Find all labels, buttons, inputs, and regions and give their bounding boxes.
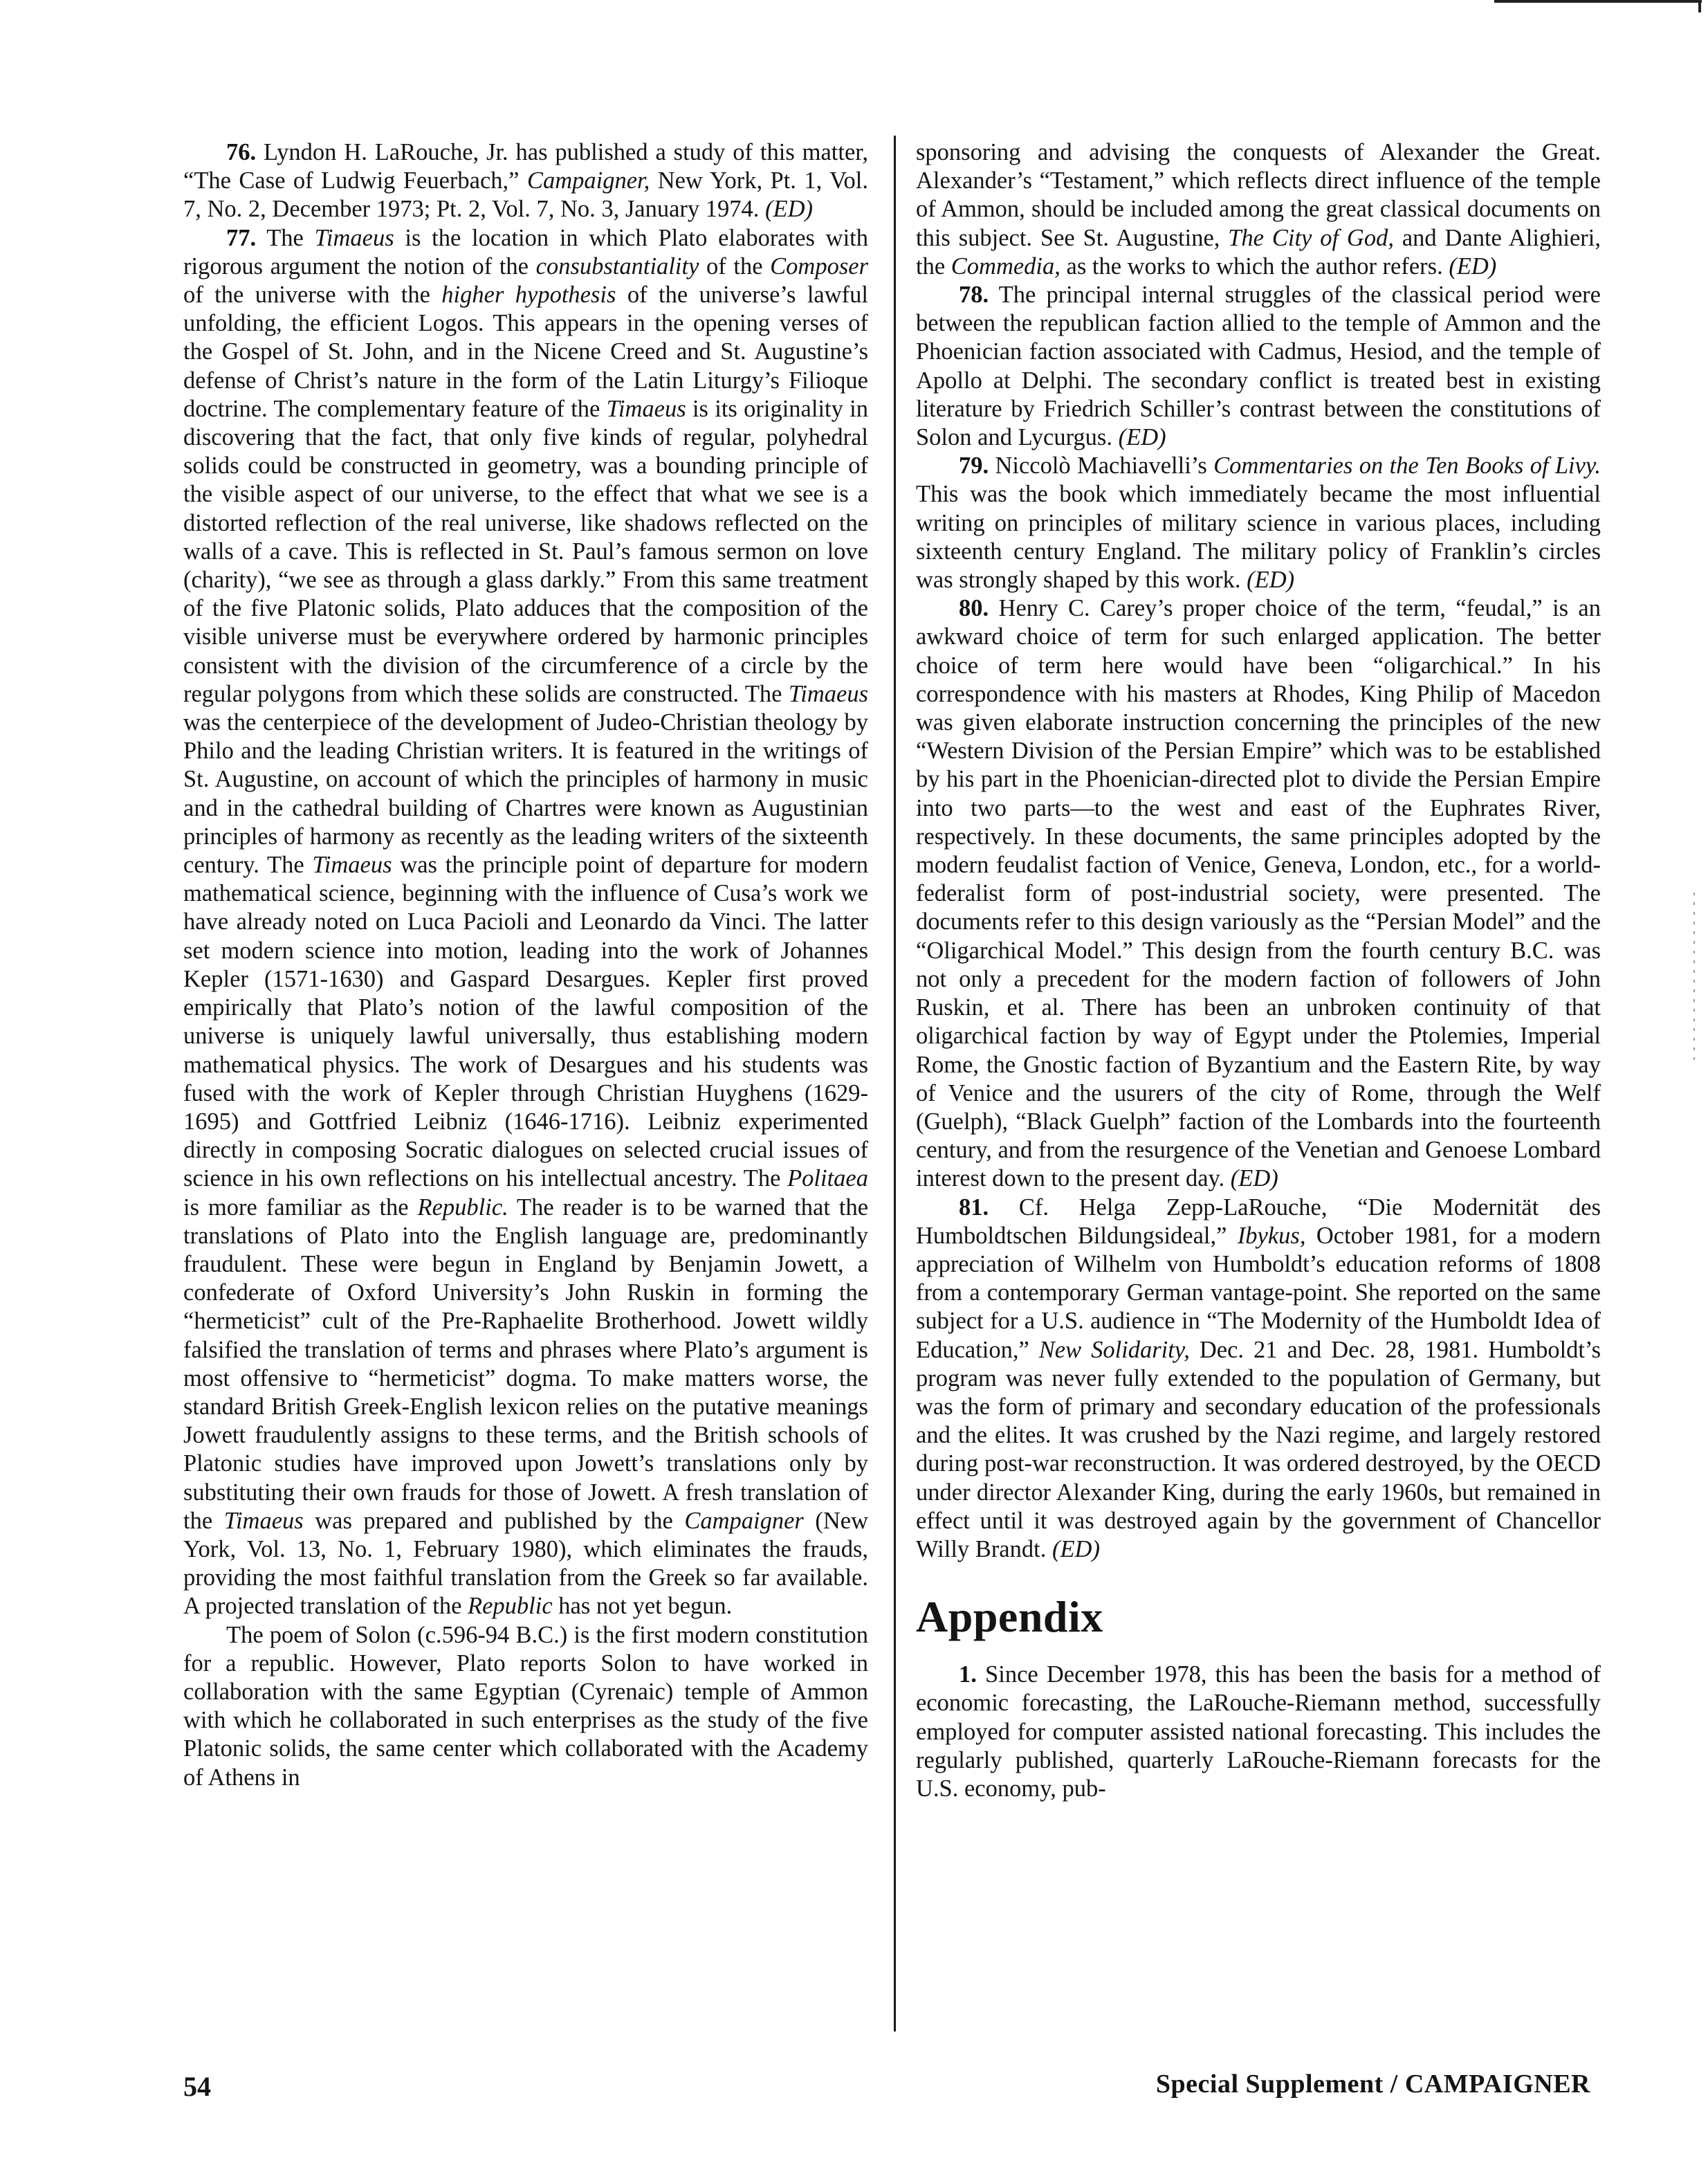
left-column <box>183 138 868 1792</box>
right-column <box>916 138 1601 1803</box>
footnote-number: 81. <box>959 1194 989 1221</box>
footnote-79: 79. Niccolò Machiavelli’s Commentaries on the Ten Books of Livy. This was the book which immediately became the most influential writing on principles of military science in various places, including sixteenth century England. The military policy of Franklin’s circles was strongly shaped by this work. (ED) <box>916 453 1601 594</box>
footnote-80: 80. Henry C. Carey’s proper choice of the term, “feudal,” is an awkward choice of term for such enlarged application. The better choice of term here would have been “oligarchical.” In his correspondence with his masters at Rhodes, King Philip of Macedon was given elaborate instruction concerning the principles of the new “Western Division of the Persian Empire” which was to be established by his part in the Phoenician-directed plot to divide the Persian Empire into two parts—to the west and east of the Euphrates River, respectively. In these documents, the same principles adopted by the modern feudalist faction of Venice, Geneva, London, etc., for a world-federalist form of post-industrial society, were presented. The documents refer to this design variously as the “Persian Model” and the “Oligarchical Model.” This design from the fourth century B.C. was not only a precedent for the modern faction of followers of John Ruskin, et al. There has been an unbroken continuity of that oligarchical faction by way of Egypt under the Ptolemies, Imperial Rome, the Gnostic faction of Byzantium and the Eastern Rite, by way of Venice and the usurers of the city of Rome, through the Welf (Guelph), “Black Guelph” faction of the Lombards into the fourteenth century, and from the resurgence of the Venetian and Genoese Lombard interest down to the present day. (ED) <box>916 595 1601 1192</box>
solon-paragraph: The poem of Solon (c.596-94 B.C.) is the first modern constitution for a republic. However, Plato reports Solon to have worked in collaboration with the same Egyptian (Cyrenaic) temple of Ammon with which he collaborated in such enterprises as the study of the five Platonic solids, the same center which collaborated with the Academy of Athens in <box>183 1621 868 1791</box>
column-rule <box>894 136 896 2031</box>
footnote-number: 1. <box>959 1661 977 1688</box>
footnote-77: 77. The Timaeus is the location in which Plato elaborates with rigorous argument the notion of the consubstantiality of the Composer of the universe with the higher hypothesis of the universe’s lawful unfolding, the efficient Logos. This appears in the opening verses of the Gospel of St. John, and in the Nicene Creed and St. Augustine’s defense of Christ’s nature in the form of the Latin Liturgy’s Filioque doctrine. The complementary feature of the Timaeus is its originality in discovering that the fact, that only five kinds of regular, polyhedral solids could be constructed in geometry, was a bounding principle of the visible aspect of our universe, to the effect that what we see is a distorted reflection of the real universe, like shadows reflected on the walls of a cave. This is reflected in St. Paul’s famous sermon on love (charity), “we see as through a glass darkly.” From this same treatment of the five Platonic solids, Plato adduces that the composition of the visible universe must be everywhere ordered by harmonic principles consistent with the division of the circumference of a circle by the regular polygons from which these solids are constructed. The Timaeus was the centerpiece of the development of Judeo-Christian theology by Philo and the leading Christian writers. It is featured in the writings of St. Augustine, on account of which the principles of harmony in music and in the cathedral building of Chartres were known as Augustinian principles of harmony as recently as the leading writers of the sixteenth century. The Timaeus was the principle point of departure for modern mathematical science, beginning with the influence of Cusa’s work we have already noted on Luca Pacioli and Leonardo da Vinci. The latter set modern science into motion, leading into the work of Johannes Kepler (1571-1630) and Gaspard Desargues. Kepler first proved empirically that Plato’s notion of the lawful composition of the universe is uniquely lawful universally, thus establishing modern mathematical physics. The work of Desargues and his students was fused with the work of Kepler through Christian Huyghens (1629-1695) and Gottfried Leibniz (1646-1716). Leibniz experimented directly in composing Socratic dialogues on selected crucial issues of science in his own reflections on his intellectual ancestry. The Politaea is more familiar as the Republic. The reader is to be warned that the translations of Plato into the English language are, predominantly fraudulent. These were begun in England by Benjamin Jowett, a confederate of Oxford University’s John Ruskin in forming the “hermeticist” cult of the Pre-Raphaelite Brotherhood. Jowett wildly falsified the translation of terms and phrases where Plato’s argument is most offensive to “hermeticist” dogma. To make matters worse, the standard British Greek-English lexicon relies on the putative meanings Jowett fraudulently assigns to these terms, and the British schools of Platonic studies have improved upon Jowett’s translations only by substituting their own frauds for those of Jowett. A fresh translation of the Timaeus was prepared and published by the Campaigner (New York, Vol. 13, No. 1, February 1980), which eliminates the frauds, providing the most faithful translation from the Greek so far available. A projected translation of the Republic has not yet begun. <box>183 224 869 1620</box>
footnote-number: 76. <box>226 139 257 165</box>
editor-mark: (ED) <box>1052 1535 1100 1562</box>
running-footer: Special Supplement / CAMPAIGNER <box>1155 2070 1590 2099</box>
crop-mark-line <box>1494 0 1702 3</box>
page-number: 54 <box>183 2071 211 2102</box>
footnote-78: 78. The principal internal struggles of the classical period were between the republican faction allied to the temple of Ammon and the Phoenician faction associated with Cadmus, Hesiod, and the temple of Apollo at Delphi. The secondary conflict is treated best in existing literature by Friedrich Schiller’s contrast between the constitutions of Solon and Lycurgus. (ED) <box>916 282 1601 451</box>
scan-edge-dots <box>1693 893 1695 1066</box>
footnote-81: 81. Cf. Helga Zepp-LaRouche, “Die Modernität des Humboldtschen Bildungsideal,” Ibykus, October 1981, for a modern appreciation of Wilhelm von Humboldt’s education reforms of 1808 from a contemporary German vantage-point. She reported on the same subject for a U.S. audience in “The Modernity of the Humboldt Idea of Education,” New Solidarity, Dec. 21 and Dec. 28, 1981. Humboldt’s program was never fully extended to the population of Germany, but was the form of primary and secondary education of the professionals and the elites. It was crushed by the Nazi regime, and largely restored during post-war reconstruction. It was ordered destroyed, by the OECD under director Alexander King, during the early 1960s, but remained in effect until it was destroyed again by the government of Chancellor Willy Brandt. (ED) <box>916 1194 1601 1562</box>
footnote-number: 77. <box>226 224 257 251</box>
footnote-number: 78. <box>959 282 989 309</box>
editor-mark: (ED) <box>765 196 813 223</box>
footnote-number: 80. <box>959 595 989 622</box>
editor-mark: (ED) <box>1230 1165 1278 1192</box>
editor-mark: (ED) <box>1118 424 1166 451</box>
crop-mark-tick <box>1698 0 1701 12</box>
footnote-number: 79. <box>959 453 989 479</box>
footnote-76: 76. Lyndon H. LaRouche, Jr. has published a study of this matter, “The Case of Ludwig Feuerbach,” Campaigner, New York, Pt. 1, Vol. 7, No. 2, December 1973; Pt. 2, Vol. 7, No. 3, January 1974. (ED) <box>183 139 868 223</box>
footnote-77-continued: sponsoring and advising the conquests of Alexander the Great. Alexander’s “Testament,” which reflects direct influence of the temple of Ammon, should be included among the great classical documents on this subject. See St. Augustine, The City of God, and Dante Alighieri, the Commedia, as the works to which the author refers. (ED) <box>916 139 1601 280</box>
appendix-note-1: 1. Since December 1978, this has been the basis for a method of economic forecasting, the LaRouche-Riemann method, successfully employed for computer assisted national forecasting. This includes the regularly published, quarterly LaRouche-Riemann forecasts for the U.S. economy, pub- <box>916 1661 1601 1802</box>
appendix-heading: Appendix <box>916 1592 1103 1642</box>
editor-mark: (ED) <box>1449 253 1497 280</box>
editor-mark: (ED) <box>1247 567 1295 594</box>
